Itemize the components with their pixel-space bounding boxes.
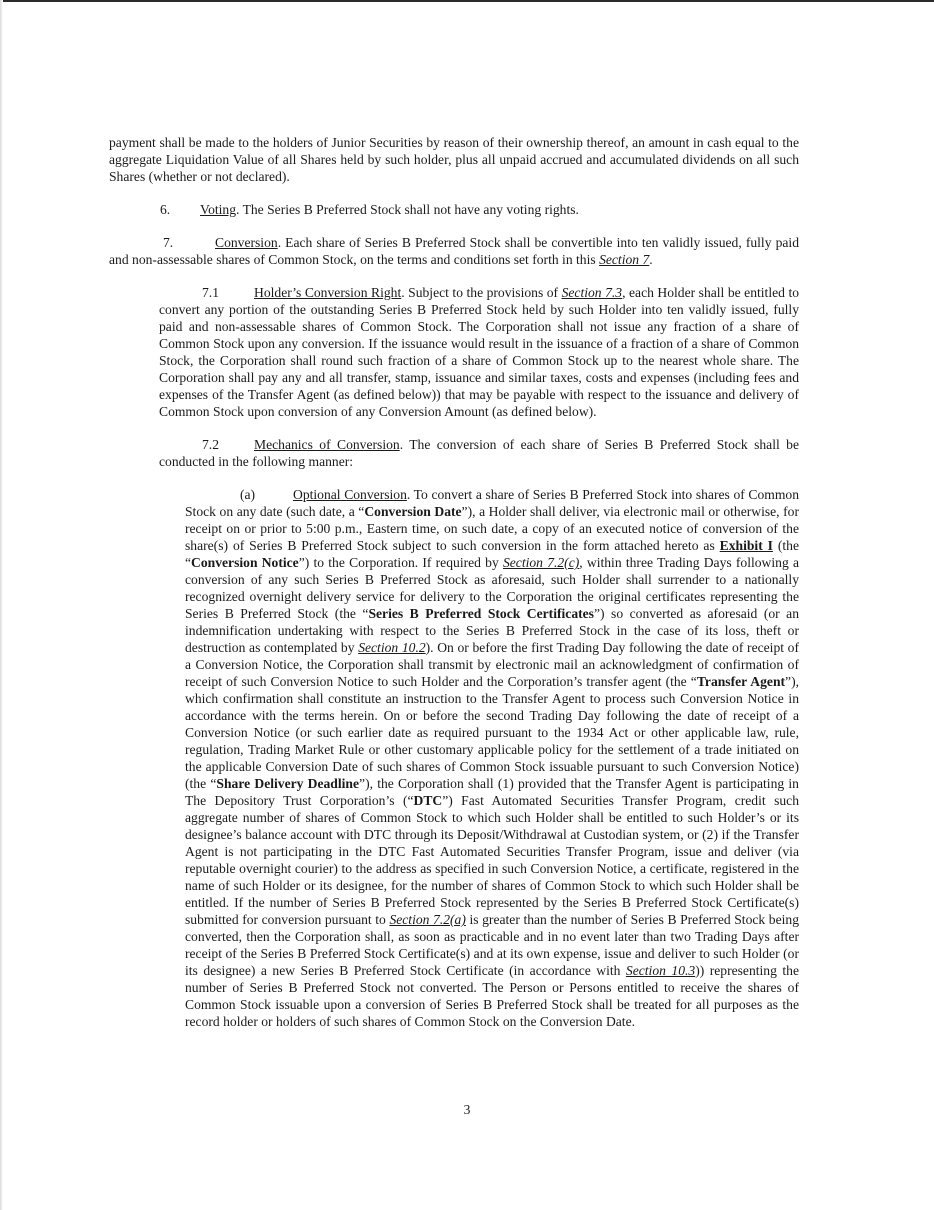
defined-term: Transfer Agent	[696, 674, 786, 689]
section-7-number: 7.	[163, 235, 174, 250]
scan-left-edge	[0, 0, 3, 1210]
section-7-2-number: 7.2	[202, 437, 219, 452]
section-reference: Section 7.3	[561, 285, 623, 300]
section-7-1-heading: Holder’s Conversion Right	[254, 285, 402, 300]
section-reference: Section 10.2	[358, 640, 426, 655]
defined-term: Share Delivery Deadline	[216, 776, 360, 791]
section-7-conversion: 7. Conversion. Each share of Series B Preferred Stock shall be convertible into ten validly issued, fully paid and non-assessable shares of Common Stock, on the terms and conditions set forth in this Section 7.	[109, 235, 799, 267]
section-reference: Section 7.2(a)	[389, 912, 466, 927]
section-6-heading: Voting	[200, 202, 237, 217]
section-7-1-holders-conversion-right: 7.1 Holder’s Conversion Right. Subject to the provisions of Section 7.3, each Holder shall be entitled to convert any portion of the outstanding Series B Preferred Stock held by such Holder into ten validly issued, fully paid and non-assessable shares of Common Stock. The Corporation shall not issue any fraction of a share of Common Stock upon any conversion. If the issuance would result in the issuance of a fraction of a share of Common Stock, the Corporation shall round such fraction of a share of Common Stock up to the nearest whole share. The Corporation shall pay any and all transfer, stamp, issuance and similar taxes, costs and expenses (including fees and expenses of the Transfer Agent (as defined below)) that may be payable with respect to the issuance and delivery of Common Stock upon conversion of any Conversion Amount (as defined below).	[159, 285, 800, 419]
section-7-2-mechanics-of-conversion: 7.2 Mechanics of Conversion. The conversion of each share of Series B Preferred Stock shall be conducted in the following manner:	[159, 437, 800, 469]
paragraph-intro: payment shall be made to the holders of Junior Securities by reason of their ownership thereof, an amount in cash equal to the aggregate Liquidation Value of all Shares held by such holder, plus all unpaid accrued and accumulated dividends on all such Shares (whether or not declared).	[109, 135, 799, 184]
page-top-edge	[0, 0, 934, 2]
section-6-voting: 6. Voting. The Series B Preferred Stock shall not have any voting rights.	[160, 202, 579, 217]
section-7-2-heading: Mechanics of Conversion	[254, 437, 400, 452]
section-6-number: 6.	[160, 202, 171, 217]
section-7-1-number: 7.1	[202, 285, 219, 300]
page-number: 3	[463, 1102, 471, 1117]
document-page	[109, 134, 799, 1030]
defined-term: Series B Preferred Stock Certificates	[368, 606, 594, 621]
section-7-heading: Conversion	[215, 235, 278, 250]
section-reference: Section 7	[599, 252, 650, 267]
section-7-2-a-number: (a)	[240, 487, 256, 502]
section-7-2-a-heading: Optional Conversion	[293, 487, 407, 502]
section-reference: Section 10.3	[625, 963, 696, 978]
defined-term: DTC	[413, 793, 443, 808]
defined-term: Conversion Notice	[191, 555, 299, 570]
section-7-2-a-optional-conversion: (a) Optional Conversion. To convert a share of Series B Preferred Stock into shares of Common Stock on any date (such date, a “Conversion Date”), a Holder shall deliver, via electronic mail or otherwise, for receipt on or prior to 5:00 p.m., Eastern time, on such date, a copy of an executed notice of conversion of the share(s) of Series B Preferred Stock subject to such conversion in the form attached hereto as Exhibit I (the “Conversion Notice”) to the Corporation. If required by Section 7.2(c), within three Trading Days following a conversion of any such Series B Preferred Stock as aforesaid, such Holder shall surrender to a nationally recognized overnight delivery service for delivery to the Corporation the original certificates representing the Series B Preferred Stock (the “Series B Preferred Stock Certificates”) so converted as aforesaid (or an indemnification undertaking with respect to the Series B Preferred Stock in the case of its loss, theft or destruction as contemplated by Section 10.2). On or before the first Trading Day following the date of receipt of a Conversion Notice, the Corporation shall transmit by electronic mail an acknowledgment of confirmation of receipt of such Conversion Notice to such Holder and the Corporation’s transfer agent (the “Transfer Agent”), which confirmation shall constitute an instruction to the Transfer Agent to process such Conversion Notice in accordance with the terms herein. On or before the second Trading Day following the date of receipt of a Conversion Notice (or such earlier date as required pursuant to the 1934 Act or other applicable law, rule, regulation, Trading Market Rule or other customary applicable policy for the settlement of a trade initiated on the applicable Conversion Date of such shares of Common Stock issuable pursuant to such Conversion Notice) (the “Share Delivery Deadline”), the Corporation shall (1) provided that the Transfer Agent is participating in The Depository Trust Corporation’s (“DTC”) Fast Automated Securities Transfer Program, credit such aggregate number of shares of Common Stock to which such Holder shall be entitled to such Holder’s or its designee’s balance account with DTC through its Deposit/Withdrawal at Custodian system, or (2) if the Transfer Agent is not participating in the DTC Fast Automated Securities Transfer Program, issue and deliver (via reputable overnight courier) to the address as specified in such Conversion Notice, a certificate, registered in the name of such Holder or its designee, for the number of shares of Common Stock to which such Holder shall be entitled. If the number of Series B Preferred Stock represented by the Series B Preferred Stock Certificate(s) submitted for conversion pursuant to Section 7.2(a) is greater than the number of Series B Preferred Stock being converted, then the Corporation shall, as soon as practicable and in no event later than two Trading Days after receipt of the Series B Preferred Stock Certificate(s) and at its own expense, issue and deliver to such Holder (or its designee) a new Series B Preferred Stock Certificate (in accordance with Section 10.3)) representing the number of Series B Preferred Stock not converted. The Person or Persons entitled to receive the shares of Common Stock issuable upon a conversion of Series B Preferred Stock shall be treated for all purposes as the record holder or holders of such shares of Common Stock on the Conversion Date.	[185, 487, 800, 1029]
exhibit-reference: Exhibit I	[719, 538, 773, 553]
defined-term: Conversion Date	[364, 504, 462, 519]
section-reference: Section 7.2(c)	[502, 555, 580, 570]
